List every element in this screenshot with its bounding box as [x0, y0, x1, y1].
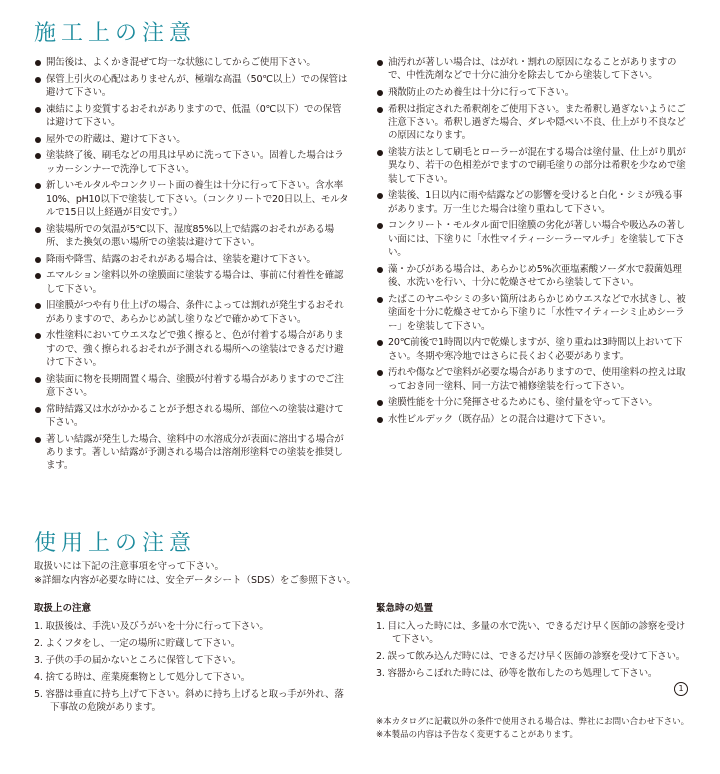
intro-sds-note: ※詳細な内容が必要な時には、安全データシート（SDS）をご参照下さい。	[34, 574, 356, 586]
footnotes	[376, 716, 689, 741]
bullet-item: 飛散防止のため養生は十分に行って下さい。	[376, 86, 690, 99]
bullet-item: 油汚れが著しい場合は、はがれ・割れの原因になることがありますので、中性洗剤などで十分に油分を除去してから塗装して下さい。	[376, 56, 690, 83]
bullet-item: 塗装終了後、刷毛などの用具は早めに洗って下さい。固着した場合はラッカーシンナーで洗浄して下さい。	[34, 149, 350, 176]
handling-precautions	[34, 600, 344, 718]
handling-heading: 取扱上の注意	[34, 603, 92, 614]
numbered-item: 5. 容器は垂直に持ち上げて下さい。斜めに持ち上げると取っ手が外れ、落下事故の危険があります。	[34, 688, 344, 714]
numbered-item: 2. よくフタをし、一定の場所に貯蔵して下さい。	[34, 637, 241, 649]
usage-intro	[34, 560, 356, 587]
handling-list	[34, 620, 344, 714]
bullet-item: 新しいモルタルやコンクリート面の養生は十分に行って下さい。含水率10%、pH10以下で塗装して下さい。（コンクリートで20日以上、モルタルで15日以上経過が目安です。）	[34, 179, 350, 219]
numbered-item: 2. 誤って飲み込んだ時には、できるだけ早く医師の診察を受けて下さい。	[376, 651, 686, 663]
numbered-item: 1. 取扱後は、手洗い及びうがいを十分に行って下さい。	[34, 621, 269, 632]
numbered-item: 3. 容器からこぼれた時には、砂等を散布したのち処理して下さい。	[376, 668, 658, 680]
footnote: ※本カタログに記載以外の条件で使用される場合は、弊社にお問い合わせ下さい。	[376, 717, 690, 727]
numbered-item: 1. 目に入った時には、多量の水で洗い、できるだけ早く医師の診察を受けて下さい。	[376, 621, 686, 646]
bullet-item: 降雨や降雪、結露のおそれがある場合は、塗装を避けて下さい。	[34, 253, 350, 266]
bullet-item: 塗膜性能を十分に発揮させるためにも、塗付量を守って下さい。	[376, 396, 690, 409]
footnote: ※本製品の内容は予告なく変更することがあります。	[376, 729, 578, 740]
bullet-list-right	[376, 56, 690, 426]
bullet-item: 旧塗膜がつや有り仕上げの場合、条件によっては割れが発生するおそれがありますので、あらかじめ試し塗りなどで確かめて下さい。	[34, 299, 350, 326]
page-number: 1	[674, 682, 688, 696]
emergency-measures	[376, 600, 686, 684]
bullet-item: たばこのヤニやシミの多い箇所はあらかじめウエスなどで水拭きし、被塗面を十分に乾燥させてから下塗りに「水性マイティーシミ止めシーラー」を塗装して下さい。	[376, 293, 690, 333]
bullet-item: エマルション塗料以外の塗膜面に塗装する場合は、事前に付着性を確認して下さい。	[34, 269, 350, 296]
bullet-item: 常時結露又は水がかかることが予想される場所、部位への塗装は避けて下さい。	[34, 403, 350, 430]
bullet-item: 藻・かびがある場合は、あらかじめ5%次亜塩素酸ソーダ水で殺菌処理後、水洗いを行い、十分に乾燥させてから塗装して下さい。	[376, 263, 690, 290]
construction-notes-right	[376, 56, 690, 429]
bullet-item: 屋外での貯蔵は、避けて下さい。	[34, 133, 350, 146]
bullet-item: 塗装後、1日以内に雨や結露などの影響を受けると白化・シミが残る事があります。万一生じた場合は塗り重ねして下さい。	[376, 189, 690, 216]
bullet-list-left	[34, 56, 350, 473]
bullet-item: 希釈は指定された希釈剤をご使用下さい。また希釈し過ぎないようにご注意下さい。希釈し過ぎた場合、ダレや隠ぺい不良、仕上がり不良などの原因になります。	[376, 103, 690, 143]
section-title-usage: 使用上の注意	[34, 531, 197, 556]
bullet-item: 水性ビルデック（既存品）との混合は避けて下さい。	[376, 413, 690, 426]
intro-line: 取扱いには下記の注意事項を守って下さい。	[34, 561, 225, 572]
bullet-item: 塗装場所での気温が5℃以下、湿度85%以上で結露のおそれがある場所、また換気の悪い場所での塗装は避けて下さい。	[34, 223, 350, 250]
emergency-heading: 緊急時の処置	[376, 603, 434, 614]
numbered-item: 4. 捨てる時は、産業廃棄物として処分して下さい。	[34, 671, 251, 683]
bullet-item: 凍結により変質するおそれがありますので、低温（0℃以下）での保管は避けて下さい。	[34, 103, 350, 130]
bullet-item: 汚れや傷などで塗料が必要な場合がありますので、使用塗料の控えは取っておき同一塗料、同一方法で補修塗装を行って下さい。	[376, 366, 690, 393]
bullet-item: 水性塗料においてウエスなどで強く擦ると、色が付着する場合がありますので、強く擦られるおそれが予測される場所への塗装はできるだけ避けて下さい。	[34, 329, 350, 369]
bullet-item: 著しい結露が発生した場合、塗料中の水溶成分が表面に溶出する場合があります。著しい結露が予測される場合は溶剤形塗料での塗装を推奨します。	[34, 433, 350, 473]
construction-notes-left	[34, 56, 350, 476]
bullet-item: 20℃前後で1時間以内で乾燥しますが、塗り重ねは3時間以上おいて下さい。冬期や寒冷地ではさらに長くおく必要があります。	[376, 336, 690, 363]
bullet-item: 塗装方法として刷毛とローラーが混在する場合は塗付量、仕上がり肌が異なり、若干の色相差がでますので刷毛塗りの部分は希釈を少なめで塗装して下さい。	[376, 146, 690, 186]
bullet-item: 保管上引火の心配はありませんが、極端な高温（50℃以上）での保管は避けて下さい。	[34, 73, 350, 100]
bullet-item: 塗装面に物を長期間置く場合、塗膜が付着する場合がありますのでご注意下さい。	[34, 373, 350, 400]
numbered-item: 3. 子供の手の届かないところに保管して下さい。	[34, 654, 241, 666]
bullet-item: 開缶後は、よくかき混ぜて均一な状態にしてからご使用下さい。	[34, 56, 350, 69]
section-title-construction: 施工上の注意	[34, 21, 197, 46]
bullet-item: コンクリート・モルタル面で旧塗膜の劣化が著しい場合や吸込みの著しい面には、下塗りに「水性マイティーシーラーマルチ」を塗装して下さい。	[376, 219, 690, 259]
emergency-list	[376, 620, 686, 681]
